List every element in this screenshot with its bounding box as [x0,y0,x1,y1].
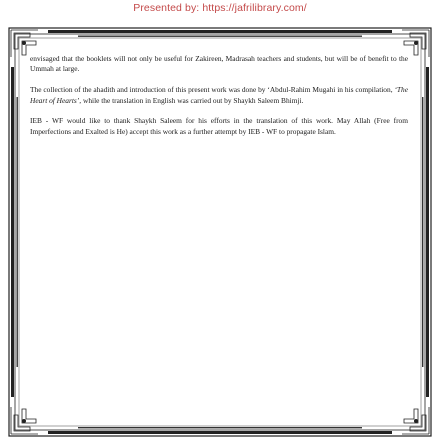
paragraph-collection [30,85,408,106]
paragraph-intro [30,54,408,75]
site-link[interactable]: https://jafrilibrary.com/ [202,2,307,14]
book-title: ‘The Heart of Hearts’ [30,85,408,105]
paragraph-collection-before: The collection of the ahadith and introduction of this present work was done by ‘Abdul-Rahim Mugahi in his compilation, [30,85,395,95]
paragraph-collection-after: , while the translation in English was carried out by Shaykh Saleem Bhimji. [79,95,304,105]
presented-by-label: Presented by: [133,2,203,14]
page-body [30,54,408,148]
paragraph-thanks [30,116,408,137]
paragraph-intro-text: envisaged that the booklets will not only be useful for Zakireen, Madrasah teachers and students, but will be of benefit to the Ummah at large. [30,54,408,74]
paragraph-thanks-text: IEB - WF would like to thank Shaykh Saleem for his efforts in the translation of this work. May Allah (Free from Imperfections and Exalted is He) accept this work as a further attempt by IEB - WF to propagate Islam. [30,116,408,136]
presented-by-header [0,2,440,14]
